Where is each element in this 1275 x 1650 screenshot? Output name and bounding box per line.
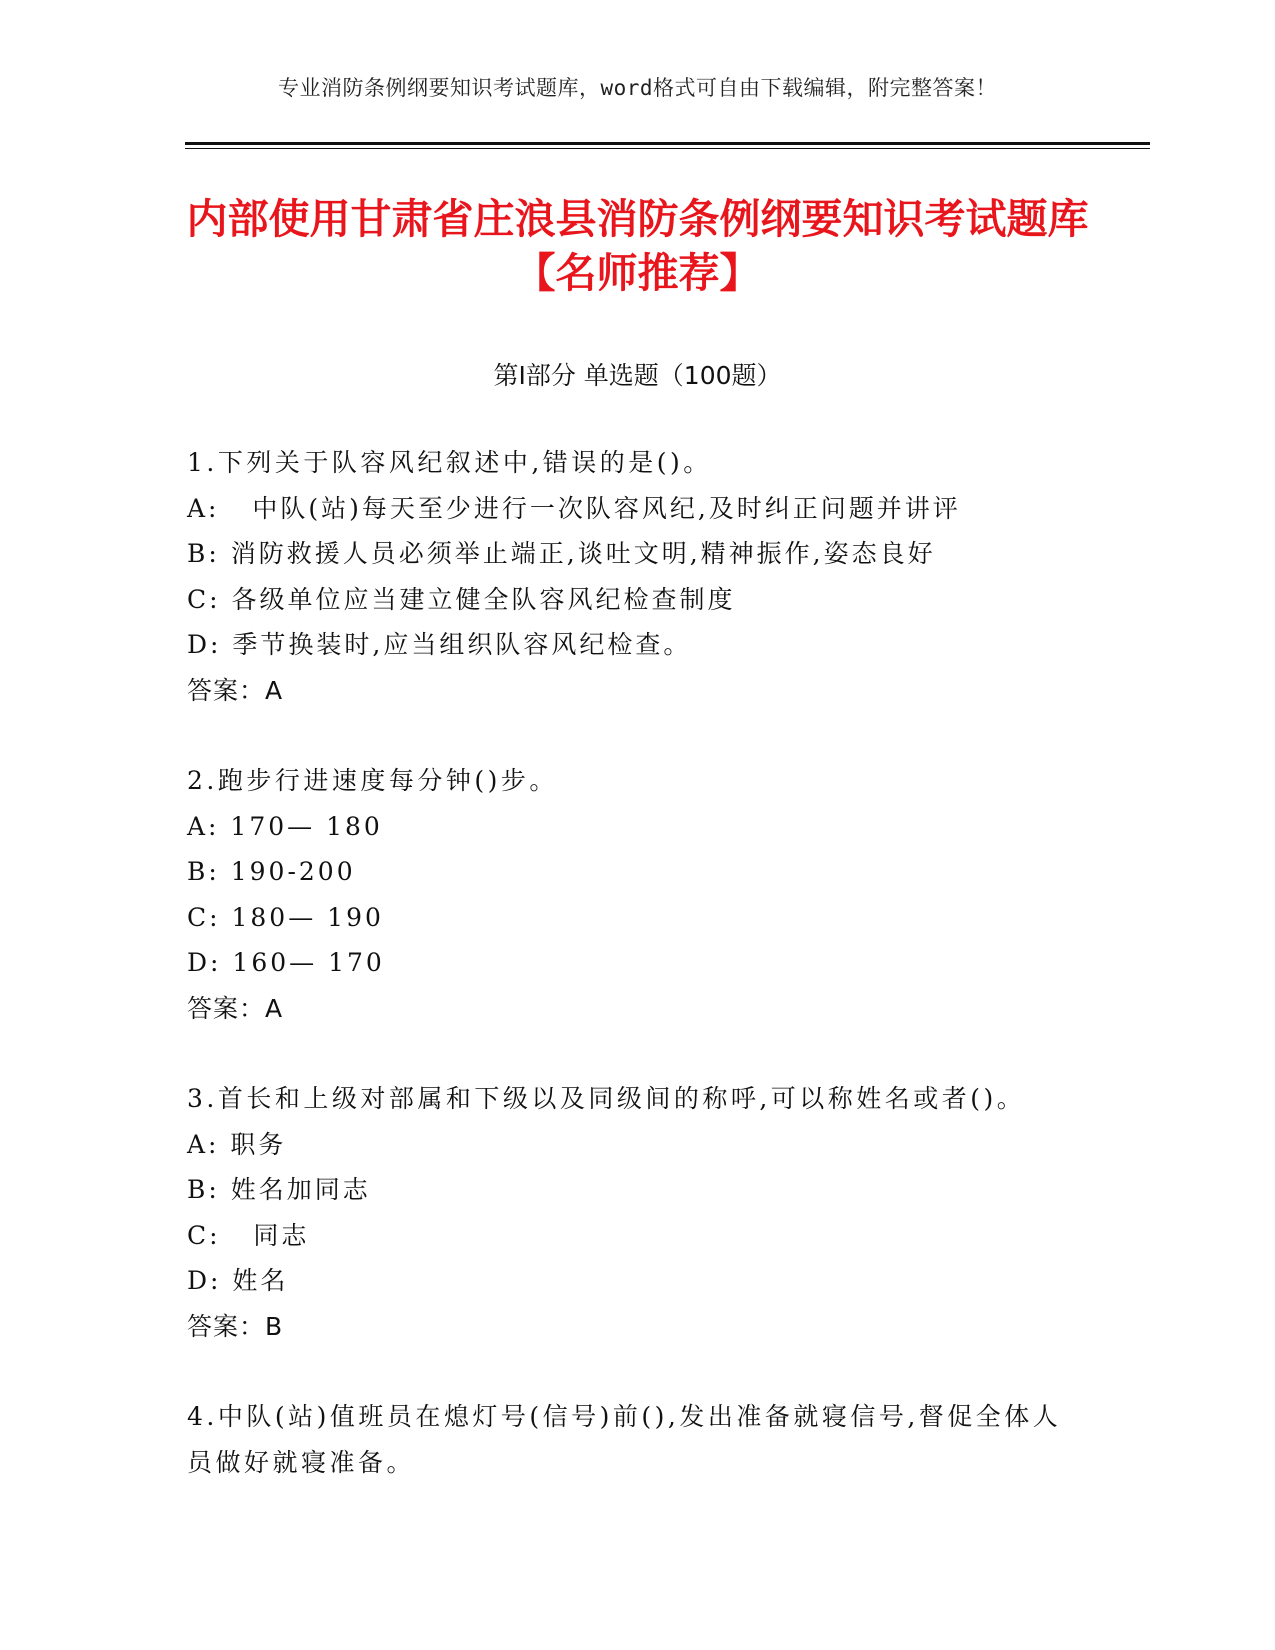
option-a: A: 中队(站)每天至少进行一次队容风纪,及时纠正问题并讲评 bbox=[187, 493, 961, 523]
option-d: D: 姓名 bbox=[187, 1266, 289, 1295]
question-3 bbox=[187, 1076, 1067, 1349]
option-b: B: 姓名加同志 bbox=[187, 1175, 371, 1204]
header-rule-thick bbox=[185, 142, 1150, 145]
page-header: 专业消防条例纲要知识考试题库，word格式可自由下载编辑，附完整答案！ bbox=[277, 76, 998, 100]
option-c: C: 同志 bbox=[187, 1220, 310, 1250]
document-title: 内部使用甘肃省庄浪县消防条例纲要知识考试题库【名师推荐】 bbox=[186, 195, 1089, 297]
question-1 bbox=[187, 440, 1067, 713]
answer-line: 答案：A bbox=[187, 675, 284, 705]
option-d: D: 季节换装时,应当组织队容风纪检查。 bbox=[187, 630, 692, 659]
question-list bbox=[187, 440, 1067, 1530]
answer-line: 答案：A bbox=[187, 993, 284, 1023]
option-a: A: 170— 180 bbox=[187, 811, 383, 841]
question-stem: 4.中队(站)值班员在熄灯号(信号)前(),发出准备就寝信号,督促全体人员做好就寝准备。 bbox=[187, 1402, 1062, 1477]
question-stem: 3.首长和上级对部属和下级以及同级间的称呼,可以称姓名或者()。 bbox=[187, 1084, 1026, 1113]
question-stem: 1.下列关于队容风纪叙述中,错误的是()。 bbox=[187, 448, 712, 477]
option-b: B: 190-200 bbox=[187, 857, 356, 886]
question-2 bbox=[187, 758, 1067, 1031]
option-c: C: 各级单位应当建立健全队容风纪检查制度 bbox=[187, 584, 736, 614]
option-a: A: 职务 bbox=[187, 1129, 287, 1159]
section-title: 第Ⅰ部分 单选题（100题） bbox=[493, 361, 782, 390]
question-4 bbox=[187, 1394, 1067, 1485]
option-b: B: 消防救援人员必须举止端正,谈吐文明,精神振作,姿态良好 bbox=[187, 539, 936, 568]
option-c: C: 180— 190 bbox=[187, 902, 384, 932]
question-stem: 2.跑步行进速度每分钟()步。 bbox=[187, 766, 558, 795]
header-rule-thin bbox=[185, 148, 1150, 149]
answer-line: 答案：B bbox=[187, 1311, 284, 1341]
option-d: D: 160— 170 bbox=[187, 948, 385, 977]
